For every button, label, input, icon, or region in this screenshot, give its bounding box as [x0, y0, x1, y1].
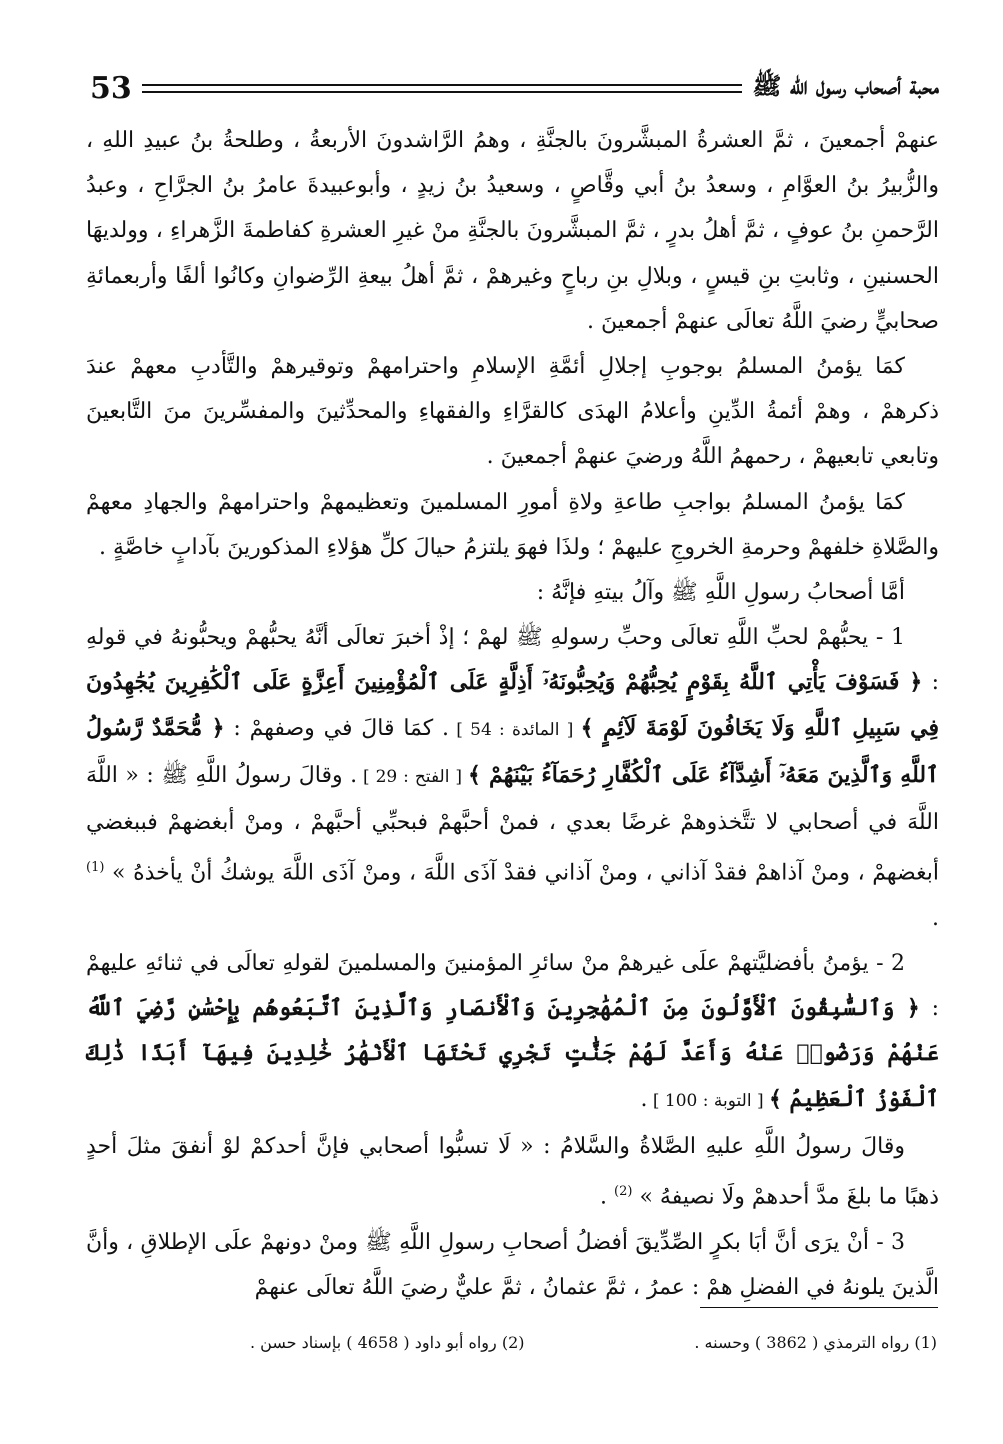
hadith-text-1: . وقالَ رسولُ اللَّهِ ﷺ : « اللَّهَ اللَّهَ في أصحابي لا تتَّخذوهمْ غرضًا بعدي ، فمنْ أحبَّهمْ فبحبِّي أحبَّهمْ ، ومنْ أبغضهمْ فببغضي أبغضهمْ ، ومنْ آذاهمْ فقدْ آذاني ، ومنْ آذاني فقدْ آذَى اللَّهَ ، ومنْ آذَى اللَّهَ يوشكُ أنْ يأخذهُ » [86, 762, 939, 886]
hadith-text-2: وقالَ رسولُ اللَّهِ عليهِ الصَّلاةُ والسَّلامُ : « لَا تسبُّوا أصحابي فإنَّ أحدكمْ لوْ أنفقَ مثلَ أحدٍ ذهبًا ما بلغَ مدَّ أحدهمْ ولَا نصيفهُ » [86, 1133, 939, 1210]
quran-verse-maidah: ﴿ فَسَوْفَ يَأْتِي ٱللَّهُ بِقَوْمٍ يُحِبُّهُمْ وَيُحِبُّونَهُۥٓ أَذِلَّةٍ عَلَى ٱلْمُؤْمِنِينَ أَعِزَّةٍ عَلَى ٱلْكَٰفِرِينَ يُجَٰهِدُونَ فِي سَبِيلِ ٱللَّهِ وَلَا يَخَافُونَ لَوْمَةَ لَآئِمٍ ﴾ [86, 669, 939, 741]
header-rule [142, 84, 743, 93]
paragraph-hadith-2 [86, 1124, 939, 1220]
quran-verse-fath: ﴿ مُّحَمَّدٌ رَّسُولُ ٱللَّهِ وَٱلَّذِينَ مَعَهُۥٓ أَشِدَّآءُ عَلَى ٱلْكُفَّارِ رُحَمَآءُ بَيْنَهُمْ ﴾ [86, 714, 939, 788]
paragraph-companions-intro: أمَّا أصحابُ رسولِ اللَّهِ ﷺ وآلُ بيتهِ فإنَّهُ : [536, 580, 905, 606]
verse-reference-fath: [ الفتح : 29 ] [357, 766, 468, 787]
footnote-1: (1) رواه الترمذي ( 3862 ) وحسنه . [694, 1333, 937, 1352]
point-1-end: . [932, 905, 939, 931]
paragraph-point-2 [86, 941, 939, 1124]
page-number: 53 [90, 70, 132, 106]
quran-verse-tawbah: ﴿ وَٱلسَّٰبِقُونَ ٱلْأَوَّلُونَ مِنَ ٱلْمُهَٰجِرِينَ وَٱلْأَنصَارِ وَٱلَّذِينَ ٱتَّبَعُوهُم بِإِحْسَٰنٍ رَّضِيَ ٱللَّهُ عَنْهُمْ وَرَضُوا۟ عَنْهُ وَأَعَدَّ لَهُمْ جَنَّٰتٍ تَجْرِي تَحْتَهَا ٱلْأَنْهَٰرُ خَٰلِدِينَ فِيهَآ أَبَدًا ذَٰلِكَ ٱلْفَوْزُ ٱلْعَظِيمُ ﴾ [86, 995, 939, 1112]
footnotes [250, 1333, 937, 1363]
paragraph-point-1 [86, 615, 939, 941]
verse-reference-tawbah: [ التوبة : 100 ] [647, 1090, 769, 1111]
paragraph-sahaba-list: عنهمْ أجمعينَ ، ثمَّ العشرةُ المبشَّرونَ بالجنَّةِ ، وهمُ الرَّاشدونَ الأربعةُ ، وطلحةُ بنُ عبيدِ اللهِ ، والزُّبيرُ بنُ العوَّامِ ، وسعدُ بنُ أبي وقَّاصٍ ، وسعيدُ بنُ زيدٍ ، وأبوعبيدةَ عامرُ بنُ الجرَّاحِ ، وعبدُ الرَّحمنِ بنُ عوفٍ ، ثمَّ أهلُ بدرٍ ، ثمَّ المبشَّرونَ بالجنَّةِ منْ غيرِ العشرةِ كفاطمةَ الزَّهراءِ ، وولديهَا الحسنينِ ، وثابتِ بنِ قيسٍ ، وبلالِ بنِ رباحٍ وغيرهمْ ، ثمَّ أهلُ بيعةِ الرِّضوانِ وكانُوا ألفًا وأربعمائةِ صحابيٍّ رضيَ اللَّهُ تعالَى عنهمْ أجمعينَ . [86, 128, 939, 334]
body-text [86, 118, 939, 1310]
footnote-marker-2: (2) [614, 1184, 633, 1199]
verse-reference-maidah: [ المائدة : 54 ] [449, 719, 581, 740]
hadith-2-end: . [600, 1184, 615, 1210]
point-1-text: 1 - يحبُّهمْ لحبِّ اللَّهِ تعالَى وحبِّ رسولهِ ﷺ لهمْ ؛ إذْ أخبرَ تعالَى أنَّهُ يحبُّهمْ ويحبُّونهُ في قولهِ : [86, 625, 939, 696]
header-title: محبة أصحاب رسول الله ﷺ [752, 70, 939, 100]
paragraph-imams: كمَا يؤمنُ المسلمُ بوجوبِ إجلالِ أئمَّةِ الإسلامِ واحترامهمْ وتوقيرهمْ والتَّأدبِ معهمْ عندَ ذكرهمْ ، وهمْ أئمةُ الدِّينِ وأعلامُ الهدَى كالقرَّاءِ والفقهاءِ والمحدِّثينَ والمفسِّرينَ منَ التَّابعينَ وتابعي تابعيهمْ ، رحمهمُ اللَّهُ ورضيَ عنهمْ أجمعينَ . [86, 354, 939, 470]
footnote-2: (2) رواه أبو داود ( 4658 ) بإسناد حسن . [250, 1333, 525, 1352]
paragraph-rulers: كمَا يؤمنُ المسلمُ بواجبِ طاعةِ ولاةِ أمورِ المسلمينَ وتعظيمهمْ واحترامهمْ والجهادِ معهمْ والصَّلاةِ خلفهمْ وحرمةِ الخروجِ عليهمْ ؛ ولذَا فهوَ يلتزمُ حيالَ كلِّ هؤلاءِ المذكورينَ بآدابٍ خاصَّةٍ . [86, 489, 939, 560]
point-1-mid-text: . كمَا قالَ في وصفهمْ : [224, 715, 450, 741]
footnote-separator [700, 1307, 938, 1308]
point-2-end: . [640, 1086, 648, 1112]
paragraph-point-3: 3 - أنْ يرَى أنَّ أبَا بكرٍ الصِّدِّيقَ أفضلُ أصحابِ رسولِ اللَّهِ ﷺ ومنْ دونهمْ علَى الإطلاقِ ، وأنَّ الَّذينَ يلونهُ في الفضلِ همْ : عمرُ ، ثمَّ عثمانُ ، ثمَّ عليٌّ رضيَ اللَّهُ تعالَى عنهمْ [86, 1229, 939, 1300]
footnote-marker-1: (1) [86, 860, 105, 876]
running-header [90, 68, 939, 108]
point-2-text: 2 - يؤمنُ بأفضليَّتهمْ علَى غيرهمْ منْ سائرِ المؤمنينَ والمسلمينَ لقولهِ تعالَى في ثنائهِ عليهمْ : [86, 950, 940, 1022]
